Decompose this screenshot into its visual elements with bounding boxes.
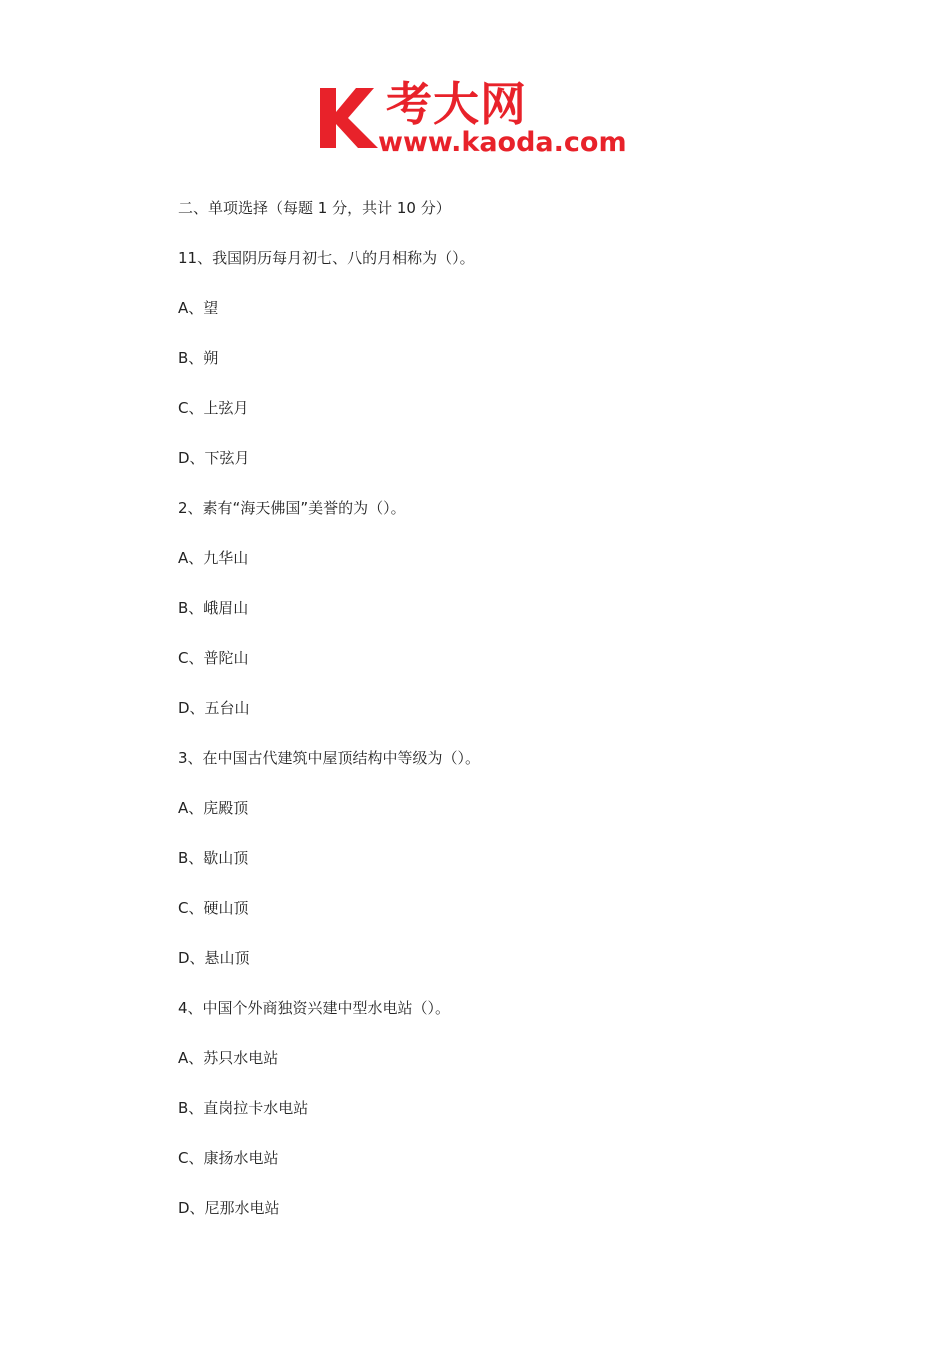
question-option: D、悬山顶 (178, 949, 250, 967)
question-stem: 4、中国个外商独资兴建中型水电站（）。 (178, 999, 451, 1017)
question-option: C、康扬水电站 (178, 1149, 279, 1167)
question-option: D、五台山 (178, 699, 250, 717)
logo-brand-name: 考大网 (386, 77, 527, 131)
exam-content (178, 196, 878, 1246)
question-option: D、尼那水电站 (178, 1199, 280, 1217)
question-block (178, 496, 878, 746)
k-letter-logo-icon (318, 84, 382, 150)
question-option: B、峨眉山 (178, 599, 249, 617)
question-block (178, 246, 878, 496)
question-stem: 2、素有“海天佛国”美誉的为（）。 (178, 499, 406, 517)
section-title: 二、单项选择（每题 1 分，共计 10 分） (178, 199, 451, 217)
question-option: C、普陀山 (178, 649, 249, 667)
site-logo (318, 76, 640, 160)
question-stem: 11、我国阴历每月初七、八的月相称为（）。 (178, 249, 475, 267)
question-option: A、望 (178, 299, 219, 317)
question-stem: 3、在中国古代建筑中屋顶结构中等级为（）。 (178, 749, 481, 767)
question-option: B、直岗拉卡水电站 (178, 1099, 309, 1117)
question-option: A、苏只水电站 (178, 1049, 279, 1067)
question-option: C、硬山顶 (178, 899, 249, 917)
question-option: D、下弦月 (178, 449, 250, 467)
question-option: A、庑殿顶 (178, 799, 249, 817)
question-option: B、歇山顶 (178, 849, 249, 867)
question-block (178, 996, 878, 1246)
question-option: B、朔 (178, 349, 219, 367)
question-option: A、九华山 (178, 549, 249, 567)
question-option: C、上弦月 (178, 399, 249, 417)
question-block (178, 746, 878, 996)
logo-brand-url: www.kaoda.com (378, 127, 627, 158)
